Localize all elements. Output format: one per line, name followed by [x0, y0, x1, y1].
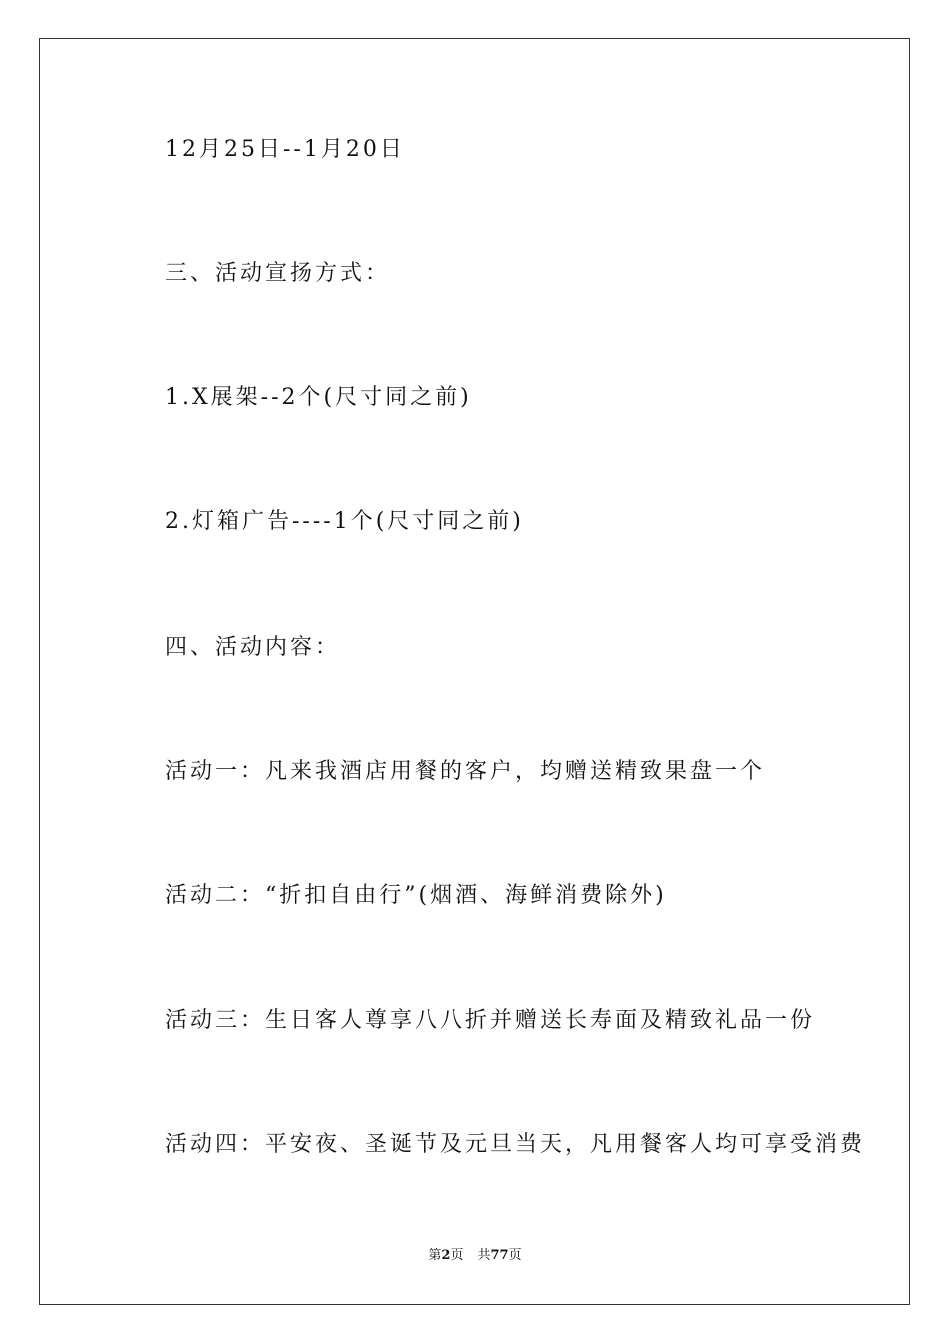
page-border	[39, 38, 910, 1305]
publicity-item-1: 1.X展架--2个(尺寸同之前)	[165, 385, 472, 410]
publicity-item-2: 2.灯箱广告----1个(尺寸同之前)	[165, 509, 524, 534]
footer-total-suffix: 页	[508, 1248, 522, 1263]
footer-total-prefix: 共	[477, 1248, 491, 1263]
date-range-line: 12月25日--1月20日	[165, 137, 405, 162]
activity-4-line: 活动四：平安夜、圣诞节及元旦当天，凡用餐客人均可享受消费	[165, 1132, 866, 1157]
section-heading-content: 四、活动内容：	[165, 635, 341, 660]
footer-page-prefix: 第	[428, 1248, 442, 1263]
footer-page-number: 2	[441, 1248, 451, 1263]
activity-3-line: 活动三：生日客人尊享八八折并赠送长寿面及精致礼品一份	[165, 1008, 816, 1033]
footer-total-pages: 77	[490, 1248, 509, 1263]
page-footer	[0, 1247, 950, 1265]
footer-page-suffix: 页	[450, 1248, 464, 1263]
activity-1-line: 活动一：凡来我酒店用餐的客户，均赠送精致果盘一个	[165, 759, 766, 784]
section-heading-publicity: 三、活动宣扬方式：	[165, 261, 391, 286]
activity-2-line: 活动二：“折扣自由行”(烟酒、海鲜消费除外)	[165, 883, 667, 908]
